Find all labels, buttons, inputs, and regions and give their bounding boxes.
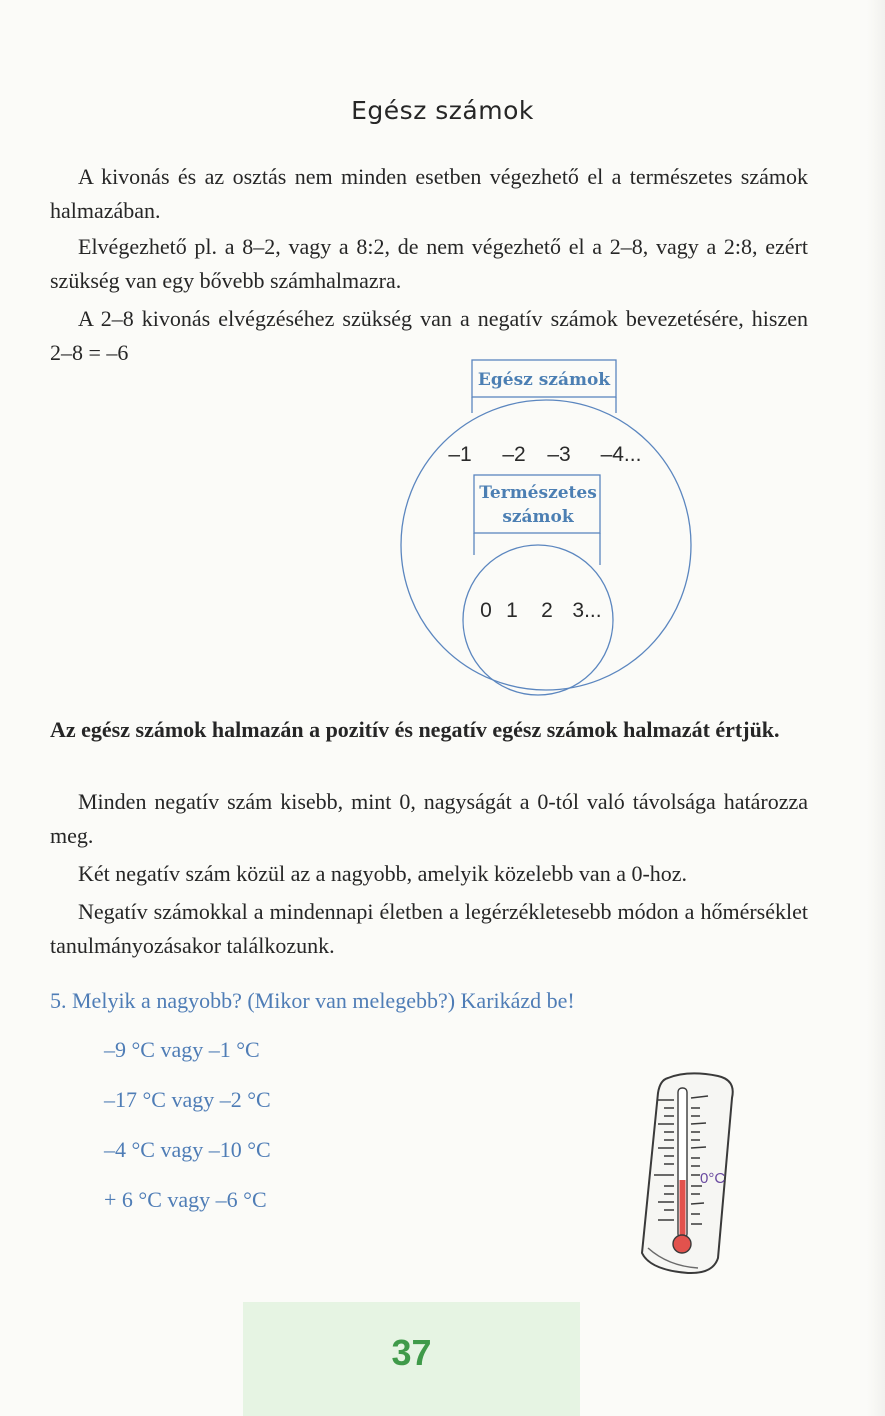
exercise-item[interactable]: –4 °C vagy –10 °C xyxy=(104,1137,271,1162)
page-title: Egész számok xyxy=(351,96,534,125)
exercise-item[interactable]: + 6 °C vagy –6 °C xyxy=(104,1187,267,1212)
inner-set-label-line1: Természetes xyxy=(479,483,597,503)
natural-number: 2 xyxy=(541,599,553,622)
negative-number: –4... xyxy=(600,443,642,466)
negative-number: –1 xyxy=(448,443,472,466)
page-number: 37 xyxy=(391,1332,432,1373)
negative-number: –2 xyxy=(502,443,526,466)
exercise-item[interactable]: –17 °C vagy –2 °C xyxy=(104,1087,271,1112)
paragraph-negative-intro: A 2–8 kivonás elvégzéséhez szükség van a negatív számok bevezetésére, hiszen 2–8 = –6 xyxy=(50,306,808,365)
thermometer-icon xyxy=(628,1068,743,1280)
paragraph-temperature: Negatív számokkal a mindennapi életben a legérzékletesebb módon a hőmérséklet tanulmányozásakor találkozunk. xyxy=(50,899,808,958)
paragraph-example: Elvégezhető pl. a 8–2, vagy a 8:2, de nem végezhető el a 2–8, vagy a 2:8, ezért szükség van egy bővebb számhalmazra. xyxy=(50,234,808,293)
inner-set-label-line2: számok xyxy=(502,507,574,527)
paragraph-compare: Két negatív szám közül az a nagyobb, amelyik közelebb van a 0-hoz. xyxy=(78,861,688,886)
outer-set-label: Egész számok xyxy=(477,370,611,390)
thermometer-zero-label: 0°C xyxy=(700,1170,726,1187)
exercise-item[interactable]: –9 °C vagy –1 °C xyxy=(104,1037,260,1062)
paragraph-negative-size: Minden negatív szám kisebb, mint 0, nagyságát a 0-tól való távolsága határozza meg. xyxy=(50,789,808,848)
natural-number: 1 xyxy=(506,599,518,622)
exercise-title: 5. Melyik a nagyobb? (Mikor van melegebb?) Karikázd be! xyxy=(50,988,575,1013)
page-edge-shadow xyxy=(867,0,885,1416)
exercise-list xyxy=(104,1030,271,1230)
page-number-box xyxy=(243,1302,580,1416)
venn-diagram xyxy=(380,355,700,700)
paragraph-intro: A kivonás és az osztás nem minden esetben végezhető el a természetes számok halmazában. xyxy=(50,164,808,223)
negative-number: –3 xyxy=(547,443,571,466)
natural-number: 3... xyxy=(572,599,602,622)
definition-text: Az egész számok halmazán a pozitív és negatív egész számok halmazát értjük. xyxy=(50,717,780,742)
natural-number: 0 xyxy=(480,599,492,622)
